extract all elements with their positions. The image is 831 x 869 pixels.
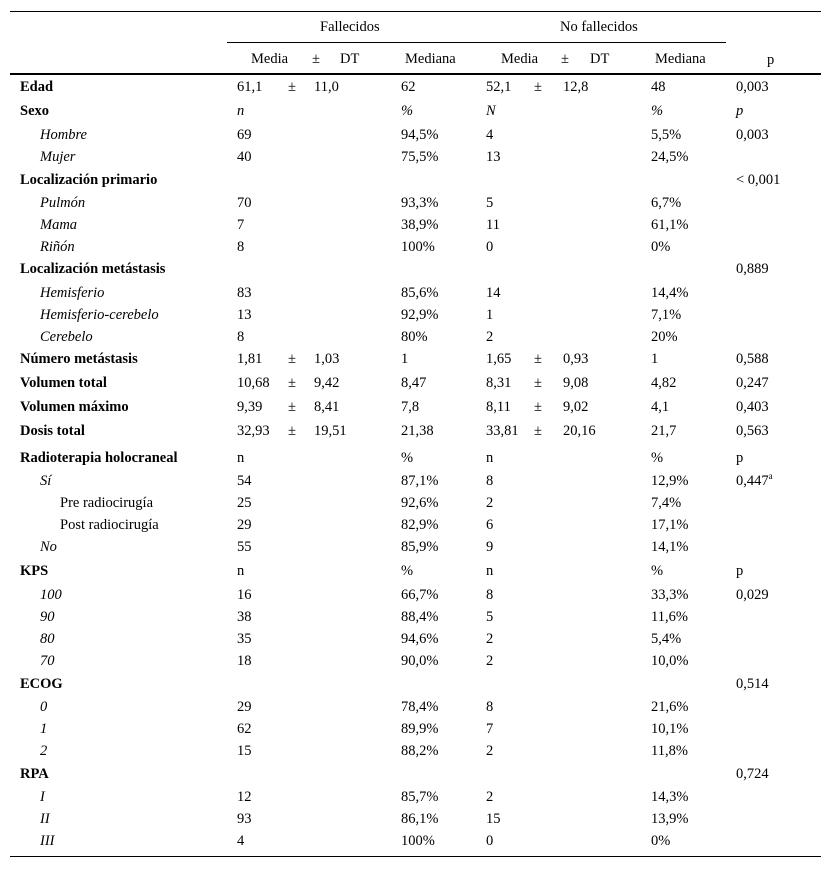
cell-p-value xyxy=(736,420,769,442)
cell-n-media: 13 xyxy=(486,149,501,165)
cell-p-value xyxy=(736,169,780,191)
cell-n-med: 33,3% xyxy=(651,587,689,603)
cell-f-dt: 1,03 xyxy=(314,351,340,367)
cell-f-media: 16 xyxy=(237,587,252,603)
header-f-dt: DT xyxy=(340,51,360,67)
bottom-rule xyxy=(10,856,821,857)
row-label: KPS xyxy=(20,563,49,579)
cell-n-med: 5,4% xyxy=(651,631,682,647)
row-label: ECOG xyxy=(20,676,63,692)
cell-f-media: 29 xyxy=(237,517,252,533)
row-label: I xyxy=(40,789,45,805)
row-label: 2 xyxy=(40,743,48,759)
cell-n-med: 14,1% xyxy=(651,539,689,555)
table-row xyxy=(10,100,821,122)
cell-f-med: 1 xyxy=(401,351,409,367)
cell-n-med: 11,6% xyxy=(651,609,688,625)
cell-n-media: 7 xyxy=(486,721,494,737)
cell-p-value xyxy=(736,76,769,98)
p-value-text: p xyxy=(736,103,744,119)
cell-f-media: 38 xyxy=(237,609,252,625)
cell-f-media: 54 xyxy=(237,473,252,489)
cell-f-media: 9,39 xyxy=(237,399,263,415)
cell-p-value xyxy=(736,124,769,146)
row-label: Edad xyxy=(20,79,54,95)
cell-n-med: 10,1% xyxy=(651,721,689,737)
results-table xyxy=(10,0,821,869)
row-label: No xyxy=(40,539,57,555)
row-label: Número metástasis xyxy=(20,351,138,367)
cell-f-med: 21,38 xyxy=(401,423,434,439)
cell-n-med: 14,3% xyxy=(651,789,689,805)
p-value-text: 0,003 xyxy=(736,127,769,143)
cell-n-med: 11,8% xyxy=(651,743,688,759)
row-label: Cerebelo xyxy=(40,329,93,345)
row-label: Pulmón xyxy=(40,195,86,211)
p-value-text: 0,588 xyxy=(736,351,769,367)
cell-n-media: 2 xyxy=(486,631,494,647)
cell-n-media: 8 xyxy=(486,473,494,489)
table-row xyxy=(10,348,821,370)
table-row xyxy=(10,282,821,304)
header-n-dt: DT xyxy=(590,51,610,67)
cell-n-med: 17,1% xyxy=(651,517,689,533)
cell-n-dt: 12,8 xyxy=(563,79,589,95)
header-f-pm: ± xyxy=(312,51,320,67)
cell-f-media: 69 xyxy=(237,127,252,143)
cell-n-media: 2 xyxy=(486,329,494,345)
cell-n-media: 5 xyxy=(486,609,494,625)
table-row xyxy=(10,169,821,191)
cell-p-value xyxy=(736,560,743,582)
row-label: 90 xyxy=(40,609,55,625)
cell-p-value xyxy=(736,258,769,280)
table-row xyxy=(10,146,821,168)
cell-n-med: % xyxy=(651,103,664,119)
table-row xyxy=(10,808,821,830)
row-label: II xyxy=(40,811,50,827)
cell-f-pm: ± xyxy=(288,351,296,367)
table-row xyxy=(10,447,821,469)
table-row xyxy=(10,584,821,606)
cell-f-med: 100% xyxy=(401,239,435,255)
cell-f-med: 82,9% xyxy=(401,517,439,533)
p-value-text: 0,889 xyxy=(736,261,769,277)
row-label: Pre radiocirugía xyxy=(60,495,154,511)
cell-f-med: 85,9% xyxy=(401,539,439,555)
p-value-text: 0,514 xyxy=(736,676,769,692)
cell-p-value xyxy=(736,100,743,122)
cell-f-med: 38,9% xyxy=(401,217,439,233)
cell-f-media: 32,93 xyxy=(237,423,270,439)
cell-n-media: 33,81 xyxy=(486,423,519,439)
cell-n-med: 21,6% xyxy=(651,699,689,715)
cell-n-media: N xyxy=(486,103,496,119)
cell-n-media: 0 xyxy=(486,239,494,255)
header-n-pm: ± xyxy=(561,51,569,67)
cell-f-media: 35 xyxy=(237,631,252,647)
cell-n-media: 6 xyxy=(486,517,494,533)
cell-n-media: 2 xyxy=(486,743,494,759)
header-p: p xyxy=(767,52,775,68)
table-row xyxy=(10,740,821,762)
cell-f-med: % xyxy=(401,450,414,466)
row-label: 70 xyxy=(40,653,55,669)
cell-n-dt: 9,08 xyxy=(563,375,589,391)
cell-f-med: 85,7% xyxy=(401,789,439,805)
group-rule xyxy=(227,42,726,43)
table-row xyxy=(10,514,821,536)
table-row xyxy=(10,258,821,280)
cell-n-pm: ± xyxy=(534,375,542,391)
p-value-text: p xyxy=(736,563,744,579)
cell-f-med: 100% xyxy=(401,833,435,849)
cell-f-media: 83 xyxy=(237,285,252,301)
cell-p-value xyxy=(736,372,769,394)
cell-f-med: 94,5% xyxy=(401,127,439,143)
header-fallecidos: Fallecidos xyxy=(320,19,380,35)
cell-f-med: 88,4% xyxy=(401,609,439,625)
cell-n-media: 8,11 xyxy=(486,399,511,415)
cell-f-media: 25 xyxy=(237,495,252,511)
cell-f-media: 93 xyxy=(237,811,252,827)
cell-f-media: 10,68 xyxy=(237,375,270,391)
cell-f-med: 78,4% xyxy=(401,699,439,715)
p-value-text: 0,247 xyxy=(736,375,769,391)
cell-f-media: 70 xyxy=(237,195,252,211)
table-row xyxy=(10,76,821,98)
cell-n-med: 48 xyxy=(651,79,666,95)
cell-f-dt: 11,0 xyxy=(314,79,339,95)
cell-f-media: 4 xyxy=(237,833,245,849)
header-n-mediana: Mediana xyxy=(655,51,706,67)
cell-f-med: 92,9% xyxy=(401,307,439,323)
cell-n-media: 9 xyxy=(486,539,494,555)
p-value-text: 0,003 xyxy=(736,79,769,95)
cell-n-med: 24,5% xyxy=(651,149,689,165)
cell-n-media: 2 xyxy=(486,653,494,669)
p-value-text: 0,447 xyxy=(736,473,769,489)
cell-f-media: 29 xyxy=(237,699,252,715)
cell-f-media: n xyxy=(237,103,245,119)
row-label: Hemisferio-cerebelo xyxy=(40,307,159,323)
cell-f-media: 62 xyxy=(237,721,252,737)
cell-f-dt: 8,41 xyxy=(314,399,340,415)
cell-n-med: 5,5% xyxy=(651,127,682,143)
cell-f-media: 8 xyxy=(237,329,245,345)
cell-f-media: 18 xyxy=(237,653,252,669)
cell-p-value xyxy=(736,673,769,695)
cell-p-value xyxy=(736,447,743,469)
cell-n-media: 1 xyxy=(486,307,494,323)
row-label: Sexo xyxy=(20,103,49,119)
cell-f-media: 13 xyxy=(237,307,252,323)
table-row xyxy=(10,304,821,326)
cell-n-media: 14 xyxy=(486,285,501,301)
header-rule xyxy=(10,73,821,75)
cell-n-media: n xyxy=(486,450,494,466)
table-row xyxy=(10,696,821,718)
table-row xyxy=(10,628,821,650)
cell-f-media: n xyxy=(237,563,245,579)
header-f-media: Media xyxy=(251,51,289,67)
p-value-text: 0,029 xyxy=(736,587,769,603)
table-row xyxy=(10,650,821,672)
cell-f-med: 66,7% xyxy=(401,587,439,603)
table-row xyxy=(10,214,821,236)
row-label: Volumen máximo xyxy=(20,399,129,415)
row-label: Dosis total xyxy=(20,423,85,439)
cell-f-media: 55 xyxy=(237,539,252,555)
table-row xyxy=(10,236,821,258)
header-no-fallecidos: No fallecidos xyxy=(560,19,638,35)
table-row xyxy=(10,763,821,785)
row-label: Volumen total xyxy=(20,375,107,391)
row-label: Hemisferio xyxy=(40,285,105,301)
cell-n-dt: 9,02 xyxy=(563,399,589,415)
cell-f-media: 61,1 xyxy=(237,79,263,95)
table-row xyxy=(10,420,821,442)
cell-n-med: 14,4% xyxy=(651,285,689,301)
cell-n-dt: 0,93 xyxy=(563,351,589,367)
table-row xyxy=(10,560,821,582)
row-label: Mama xyxy=(40,217,78,233)
table-row xyxy=(10,830,821,852)
cell-f-med: 7,8 xyxy=(401,399,420,415)
row-label: 1 xyxy=(40,721,48,737)
cell-f-pm: ± xyxy=(288,79,296,95)
cell-p-value xyxy=(736,470,773,492)
cell-n-media: 4 xyxy=(486,127,494,143)
cell-n-pm: ± xyxy=(534,79,542,95)
p-value-text: 0,563 xyxy=(736,423,769,439)
cell-n-pm: ± xyxy=(534,399,542,415)
table-row xyxy=(10,786,821,808)
cell-n-med: % xyxy=(651,563,664,579)
cell-f-med: 85,6% xyxy=(401,285,439,301)
cell-n-med: 4,82 xyxy=(651,375,677,391)
top-rule xyxy=(10,11,821,12)
table-row xyxy=(10,192,821,214)
cell-n-media: 2 xyxy=(486,789,494,805)
table-row xyxy=(10,124,821,146)
cell-n-med: 12,9% xyxy=(651,473,689,489)
cell-n-med: 61,1% xyxy=(651,217,689,233)
cell-f-med: 88,2% xyxy=(401,743,439,759)
table-row xyxy=(10,470,821,492)
cell-n-media: 8,31 xyxy=(486,375,512,391)
cell-f-med: 89,9% xyxy=(401,721,439,737)
cell-f-med: 93,3% xyxy=(401,195,439,211)
table-row xyxy=(10,372,821,394)
table-row xyxy=(10,536,821,558)
cell-n-media: 0 xyxy=(486,833,494,849)
cell-n-med: 7,1% xyxy=(651,307,682,323)
cell-n-pm: ± xyxy=(534,423,542,439)
row-label: 0 xyxy=(40,699,48,715)
cell-n-med: 20% xyxy=(651,329,678,345)
cell-n-media: 52,1 xyxy=(486,79,512,95)
p-value-text: 0,403 xyxy=(736,399,769,415)
cell-n-media: 15 xyxy=(486,811,501,827)
row-label: 100 xyxy=(40,587,62,603)
cell-n-med: % xyxy=(651,450,664,466)
cell-n-media: n xyxy=(486,563,494,579)
row-label: Localización metástasis xyxy=(20,261,166,277)
cell-p-value xyxy=(736,584,769,606)
row-label: Riñón xyxy=(40,239,75,255)
p-value-text: < 0,001 xyxy=(736,172,781,188)
cell-n-med: 1 xyxy=(651,351,659,367)
cell-f-pm: ± xyxy=(288,423,296,439)
cell-n-med: 7,4% xyxy=(651,495,682,511)
cell-n-media: 2 xyxy=(486,495,494,511)
cell-n-media: 5 xyxy=(486,195,494,211)
cell-n-media: 11 xyxy=(486,217,500,233)
cell-n-med: 4,1 xyxy=(651,399,670,415)
cell-f-med: 87,1% xyxy=(401,473,439,489)
header-n-media: Media xyxy=(501,51,539,67)
cell-f-dt: 9,42 xyxy=(314,375,340,391)
cell-f-media: 15 xyxy=(237,743,252,759)
row-label: 80 xyxy=(40,631,55,647)
cell-f-pm: ± xyxy=(288,399,296,415)
cell-f-med: 94,6% xyxy=(401,631,439,647)
table-row xyxy=(10,396,821,418)
row-label: RPA xyxy=(20,766,49,782)
cell-f-media: 7 xyxy=(237,217,245,233)
cell-f-med: 8,47 xyxy=(401,375,427,391)
cell-f-med: 80% xyxy=(401,329,428,345)
cell-f-med: 86,1% xyxy=(401,811,439,827)
cell-p-value xyxy=(736,348,769,370)
cell-n-med: 21,7 xyxy=(651,423,677,439)
cell-n-media: 1,65 xyxy=(486,351,512,367)
table-row xyxy=(10,718,821,740)
cell-f-med: 62 xyxy=(401,79,416,95)
cell-f-dt: 19,51 xyxy=(314,423,347,439)
cell-f-med: % xyxy=(401,563,414,579)
cell-f-med: 75,5% xyxy=(401,149,439,165)
row-label: Sí xyxy=(40,473,52,489)
row-label: Radioterapia holocraneal xyxy=(20,450,178,466)
cell-f-med: % xyxy=(401,103,414,119)
cell-n-med: 13,9% xyxy=(651,811,689,827)
table-row xyxy=(10,326,821,348)
row-label: Post radiocirugía xyxy=(60,517,159,533)
cell-n-med: 0% xyxy=(651,239,671,255)
header-f-mediana: Mediana xyxy=(405,51,456,67)
row-label: Hombre xyxy=(40,127,87,143)
p-value-text: 0,724 xyxy=(736,766,769,782)
cell-p-value xyxy=(736,396,769,418)
table-row xyxy=(10,606,821,628)
cell-f-media: 40 xyxy=(237,149,252,165)
cell-f-pm: ± xyxy=(288,375,296,391)
cell-f-media: 1,81 xyxy=(237,351,263,367)
cell-n-med: 6,7% xyxy=(651,195,682,211)
table-row xyxy=(10,673,821,695)
footnote-marker: a xyxy=(768,471,773,482)
cell-n-med: 10,0% xyxy=(651,653,689,669)
table-row xyxy=(10,492,821,514)
row-label: Mujer xyxy=(40,149,76,165)
row-label: Localización primario xyxy=(20,172,158,188)
cell-f-med: 92,6% xyxy=(401,495,439,511)
p-value-text: p xyxy=(736,450,744,466)
row-label: III xyxy=(40,833,55,849)
cell-n-media: 8 xyxy=(486,587,494,603)
cell-n-media: 8 xyxy=(486,699,494,715)
cell-f-med: 90,0% xyxy=(401,653,439,669)
cell-n-dt: 20,16 xyxy=(563,423,596,439)
cell-f-media: 12 xyxy=(237,789,252,805)
cell-n-pm: ± xyxy=(534,351,542,367)
cell-f-media: n xyxy=(237,450,245,466)
cell-n-med: 0% xyxy=(651,833,671,849)
cell-f-media: 8 xyxy=(237,239,245,255)
cell-p-value xyxy=(736,763,769,785)
